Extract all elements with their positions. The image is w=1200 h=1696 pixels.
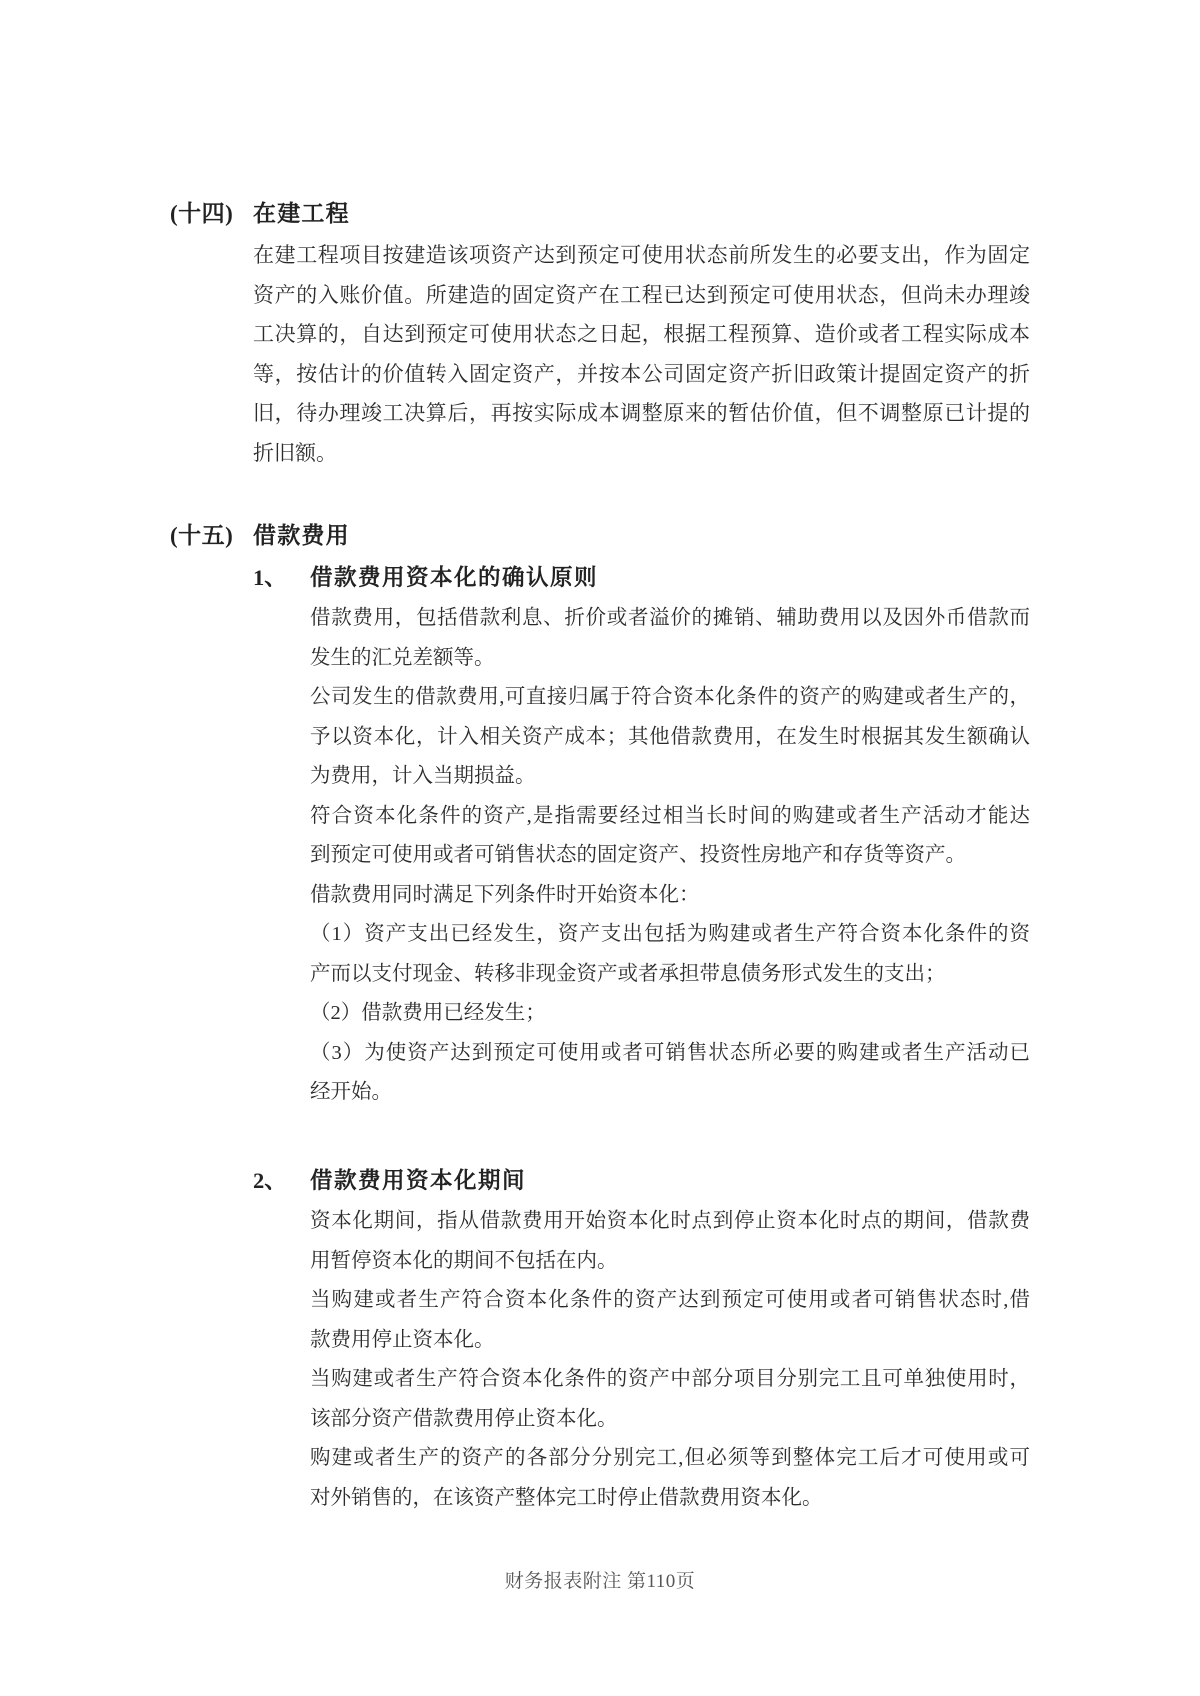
text-line: 到预定可使用或者可销售状态的固定资产、投资性房地产和存货等资产。 (310, 844, 966, 866)
text-line: 为费用，计入当期损益。 (310, 765, 536, 787)
section-15-title: 借款费用 (253, 523, 350, 548)
text-line: 公司发生的借款费用,可直接归属于符合资本化条件的资产的购建或者生产的， (310, 686, 1030, 708)
section-15-heading (170, 520, 350, 552)
paragraph (310, 876, 1030, 916)
page-footer (0, 1569, 1200, 1595)
paragraph (310, 1202, 1030, 1281)
footer-text: 财务报表附注 第110页 (504, 1571, 696, 1592)
section-15-label: (十五) (170, 523, 234, 548)
text-line: 折旧额。 (253, 440, 337, 465)
text-line: （3）为使资产达到预定可使用或者可销售状态所必要的购建或者生产活动已 (310, 1041, 1030, 1064)
paragraph (310, 915, 1030, 994)
subsection-2-body (310, 1202, 1030, 1518)
paragraph (253, 236, 1030, 473)
subsection-1-title: 借款费用资本化的确认原则 (310, 565, 599, 590)
text-line: 款费用停止资本化。 (310, 1328, 495, 1351)
text-line: 工决算的，自达到预定可使用状态之日起，根据工程预算、造价或者工程实际成本 (253, 322, 1030, 346)
subsection-1-heading (253, 562, 598, 594)
text-line: 资本化期间，指从借款费用开始资本化时点到停止资本化时点的期间，借款费 (310, 1210, 1030, 1232)
paragraph (310, 599, 1030, 678)
paragraph (310, 1439, 1030, 1518)
text-line: 对外销售的，在该资产整体完工时停止借款费用资本化。 (310, 1486, 823, 1509)
subsection-1-body (310, 599, 1030, 1113)
text-line: 予以资本化，计入相关资产成本；其他借款费用，在发生时根据其发生额确认 (310, 725, 1030, 748)
text-line: 旧，待办理竣工决算后，再按实际成本调整原来的暂估价值，但不调整原已计提的 (253, 401, 1030, 425)
paragraph (310, 797, 1030, 876)
text-line: 符合资本化条件的资产,是指需要经过相当长时间的购建或者生产活动才能达 (310, 804, 1030, 827)
subsection-1-number: 1、 (253, 565, 287, 590)
paragraph (310, 678, 1030, 797)
text-line: （1）资产支出已经发生，资产支出包括为购建或者生产符合资本化条件的资 (310, 923, 1030, 945)
text-line: 资产的入账价值。所建造的固定资产在工程已达到预定可使用状态，但尚未办理竣 (253, 282, 1030, 307)
subsection-2-title: 借款费用资本化期间 (310, 1168, 527, 1193)
text-line: 借款费用，包括借款利息、折价或者溢价的摊销、辅助费用以及因外币借款而 (310, 607, 1030, 629)
text-line: 用暂停资本化的期间不包括在内。 (310, 1249, 618, 1272)
text-line: 经开始。 (310, 1081, 392, 1103)
text-line: 借款费用同时满足下列条件时开始资本化： (310, 883, 700, 906)
section-14-heading (170, 198, 350, 230)
text-line: 发生的汇兑差额等。 (310, 646, 495, 669)
text-line: 在建工程项目按建造该项资产达到预定可使用状态前所发生的必要支出，作为固定 (253, 243, 1030, 267)
text-line: （2）借款费用已经发生； (310, 1002, 546, 1024)
text-line: 该部分资产借款费用停止资本化。 (310, 1407, 618, 1430)
text-line: 购建或者生产的资产的各部分分别完工,但必须等到整体完工后才可使用或可 (310, 1447, 1030, 1469)
paragraph (310, 1034, 1030, 1113)
text-line: 当购建或者生产符合资本化条件的资产达到预定可使用或者可销售状态时,借 (310, 1289, 1030, 1311)
paragraph (310, 1360, 1030, 1439)
section-14-body (253, 236, 1030, 473)
subsection-2-heading (253, 1165, 526, 1197)
text-line: 当购建或者生产符合资本化条件的资产中部分项目分别完工且可单独使用时， (310, 1368, 1030, 1390)
section-14-title: 在建工程 (253, 201, 350, 226)
text-line: 等，按估计的价值转入固定资产，并按本公司固定资产折旧政策计提固定资产的折 (253, 361, 1030, 386)
section-14-label: (十四) (170, 201, 234, 226)
paragraph (310, 994, 1030, 1034)
paragraph (310, 1281, 1030, 1360)
text-line: 产而以支付现金、转移非现金资产或者承担带息债务形式发生的支出； (310, 962, 946, 985)
subsection-2-number: 2、 (253, 1168, 287, 1193)
